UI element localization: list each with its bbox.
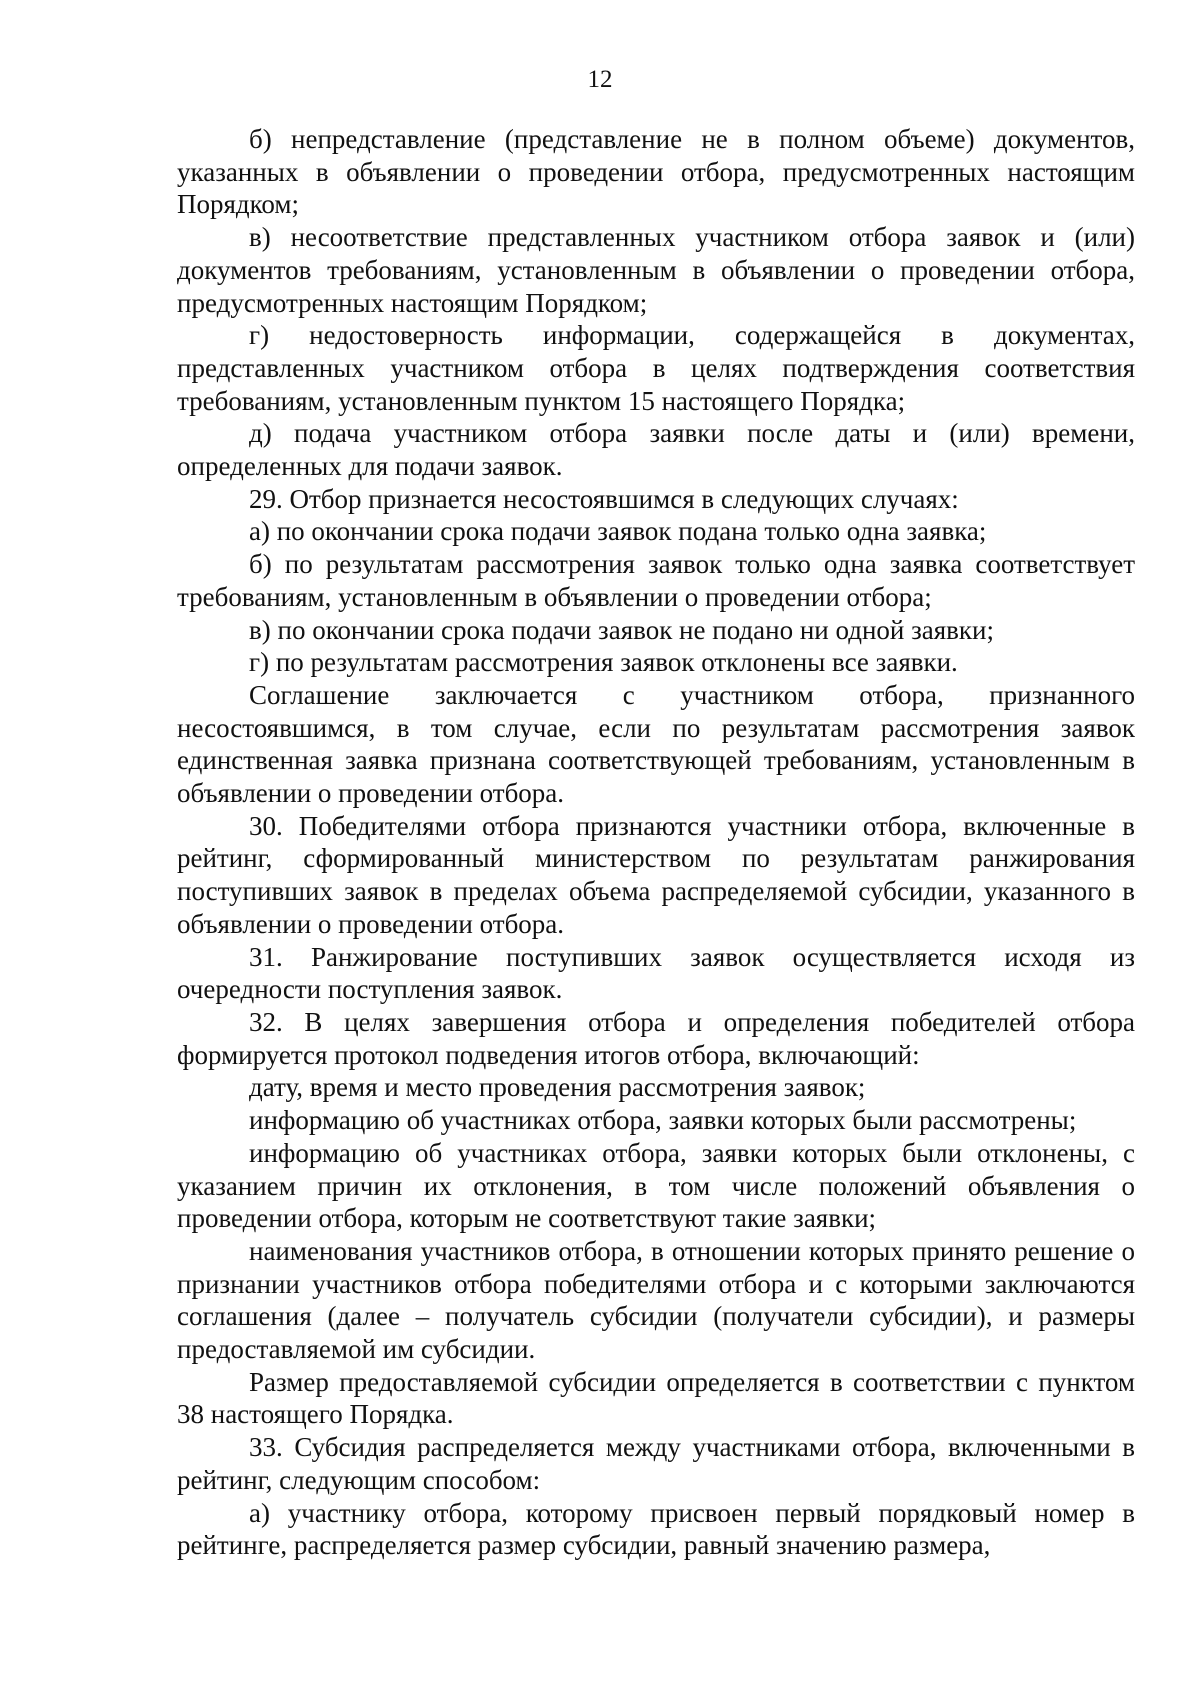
- paragraph-29-b: б) по результатам рассмотрения заявок только одна заявка соответствует требованиям, установленным в объявлении о проведении отбора;: [177, 549, 1135, 612]
- paragraph-agreement: Соглашение заключается с участником отбора, признанного несостоявшимся, в том случае, если по результатам рассмотрения заявок единственная заявка признана соответствующей требованиям, установленным в объявлении о проведении отбора.: [177, 679, 1135, 809]
- paragraph-b-nonsubmission: б) непредставление (представление не в полном объеме) документов, указанных в объявлении о проведении отбора, предусмотренных настоящим Порядком;: [177, 124, 1135, 220]
- paragraph-subsidy-size: Размер предоставляемой субсидии определяется в соответствии с пунктом 38 настоящего Порядка.: [177, 1366, 1135, 1430]
- paragraph-29-a: а) по окончании срока подачи заявок подана только одна заявка;: [249, 516, 987, 547]
- paragraph-30-winners: 30. Победителями отбора признаются участники отбора, включенные в рейтинг, сформированный министерством по результатам ранжирования поступивших заявок в пределах объема распределяемой субсидии, указанного в объявлении о проведении отбора.: [177, 810, 1135, 939]
- paragraph-29-g: г) по результатам рассмотрения заявок отклонены все заявки.: [249, 647, 958, 678]
- paragraph-29-failed-selection: 29. Отбор признается несостоявшимся в следующих случаях:: [249, 483, 959, 514]
- paragraph-31-ranking: 31. Ранжирование поступивших заявок осуществляется исходя из очередности поступления заявок.: [177, 941, 1135, 1005]
- paragraph-32-winner-names: наименования участников отбора, в отношении которых принято решение о признании участников отбора победителями отбора и с которыми заключаются соглашения (далее – получатель субсидии (получатели субсидии), и размеры предоставляемой им субсидии.: [177, 1235, 1135, 1365]
- document-body: [177, 123, 1135, 1562]
- paragraph-g-unreliability: г) недостоверность информации, содержащейся в документах, представленных участником отбора в целях подтверждения соответствия требованиям, установленным пунктом 15 настоящего Порядка;: [177, 320, 1135, 416]
- paragraph-33-distribution: 33. Субсидия распределяется между участниками отбора, включенными в рейтинг, следующим способом:: [177, 1432, 1135, 1495]
- paragraph-33-a: а) участнику отбора, которому присвоен первый порядковый номер в рейтинге, распределяется размер субсидии, равный значению размера,: [177, 1497, 1135, 1561]
- paragraph-32-reviewed-participants: информацию об участниках отбора, заявки которых были рассмотрены;: [249, 1105, 1077, 1136]
- paragraph-32-protocol: 32. В целях завершения отбора и определения победителей отбора формируется протокол подведения итогов отбора, включающий:: [177, 1006, 1135, 1070]
- paragraph-v-noncompliance: в) несоответствие представленных участником отбора заявок и (или) документов требованиям, установленным в объявлении о проведении отбора, предусмотренных настоящим Порядком;: [177, 222, 1135, 318]
- page-number: 12: [587, 66, 613, 93]
- paragraph-29-v: в) по окончании срока подачи заявок не подано ни одной заявки;: [249, 614, 994, 645]
- paragraph-32-date-time-place: дату, время и место проведения рассмотрения заявок;: [249, 1072, 866, 1103]
- paragraph-d-late-submission: д) подача участником отбора заявки после даты и (или) времени, определенных для подачи заявок.: [177, 418, 1135, 482]
- paragraph-32-rejected-participants: информацию об участниках отбора, заявки которых были отклонены, с указанием причин их отклонения, в том числе положений объявления о проведении отбора, которым не соответствуют такие заявки;: [177, 1137, 1135, 1234]
